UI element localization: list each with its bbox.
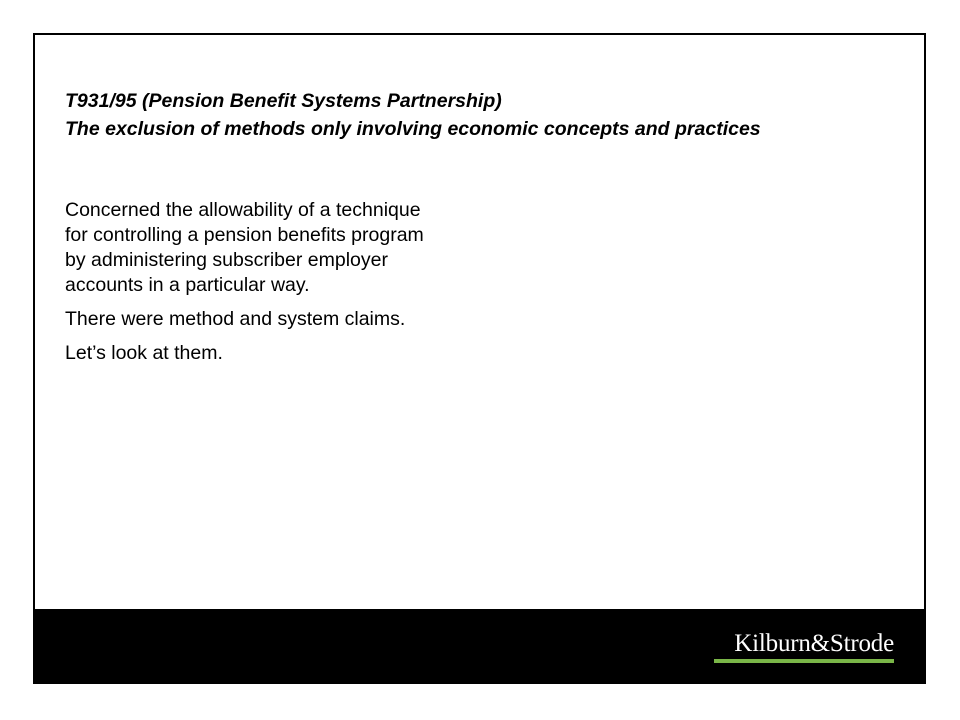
- paragraph-claims: There were method and system claims.: [65, 308, 406, 330]
- paragraph-concerned: Concerned the allowability of a technique for controlling a pension benefits program by administering subscriber employer accounts in a particular way.: [65, 199, 424, 296]
- kilburn-strode-logo: Kilburn&Strode: [734, 630, 894, 657]
- slide-title: [65, 87, 761, 143]
- slide-title-line-2: The exclusion of methods only involving economic concepts and practices: [65, 118, 761, 140]
- paragraph-look: Let’s look at them.: [65, 342, 223, 364]
- logo-underline: [714, 659, 894, 663]
- slide: [33, 33, 926, 684]
- slide-title-line-1: T931/95 (Pension Benefit Systems Partnership): [65, 90, 502, 112]
- slide-body: [65, 198, 445, 375]
- footer-band: [35, 609, 924, 684]
